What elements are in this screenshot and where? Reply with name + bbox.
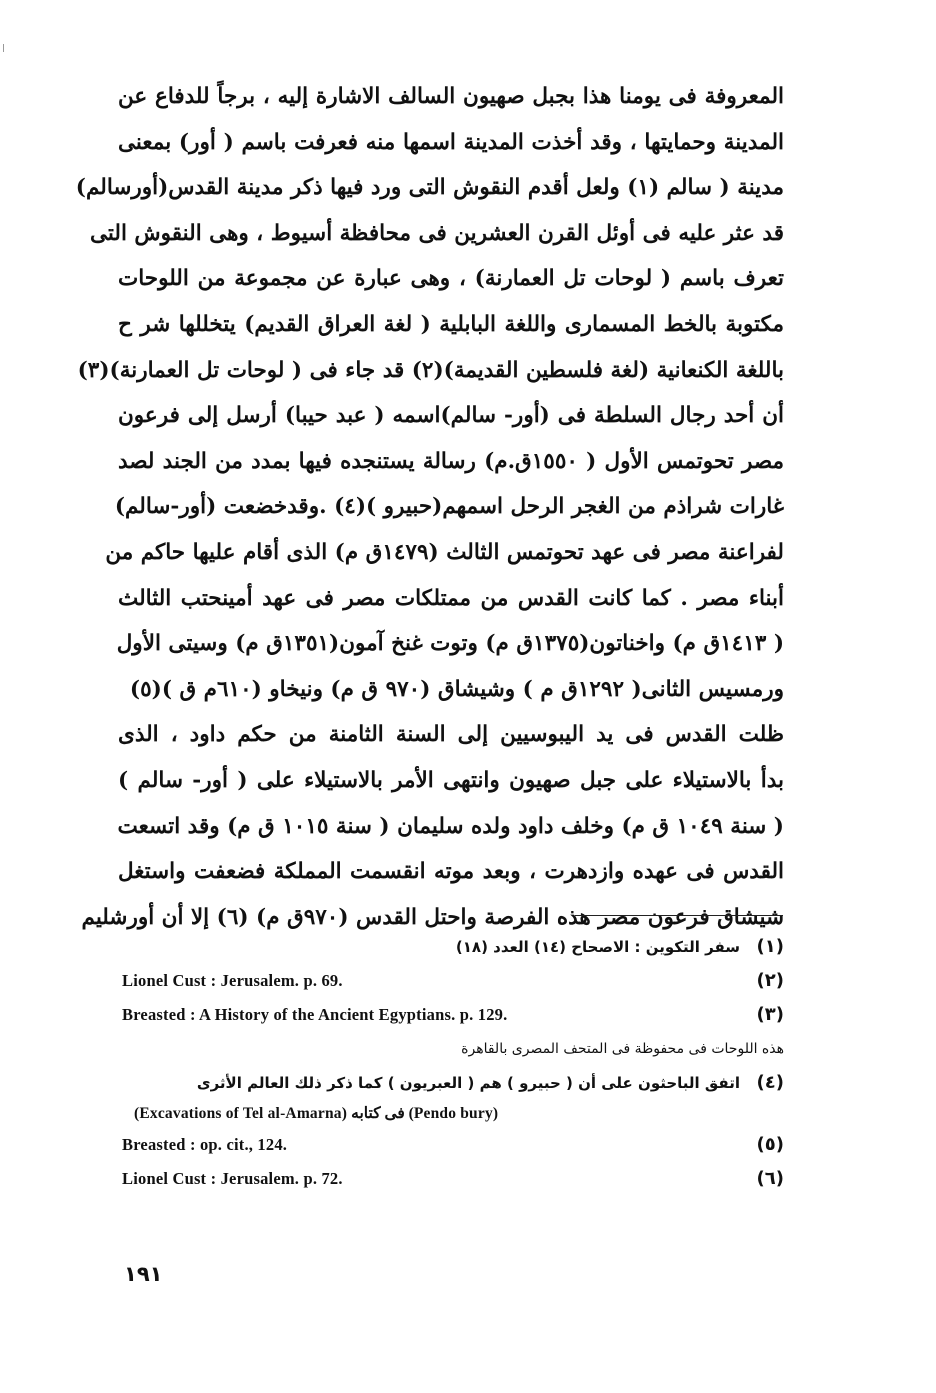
footnotes — [118, 930, 784, 1196]
footnote-text: هذه اللوحات فى محفوظة فى المتحف المصرى بالقاهرة — [461, 1041, 784, 1057]
footnote-4-continuation — [118, 1100, 784, 1128]
footnote-2 — [118, 964, 784, 998]
text-line: بدأ بالاستيلاء على جبل صهيون وانتهى الأمر بالاستيلاء على ( أور- سالم ) — [118, 767, 784, 793]
text-line: أبناء مصر . كما كانت القدس من ممتلكات مصر فى عهد أمينحتب الثالث — [118, 585, 784, 611]
footnote-text: Lionel Cust : Jerusalem. p. 72. — [122, 1169, 343, 1188]
text-line: قد عثر عليه فى أوئل القرن العشرين فى محافظة أسيوط ، وهى النقوش التى — [90, 220, 784, 246]
text-line: ظلت القدس فى يد اليبوسيين إلى السنة الثامنة من حكم داود ، الذى — [118, 722, 784, 748]
text-line: تعرف باسم ( لوحات تل العمارنة) ، وهى عبارة عن مجموعة من اللوحات — [118, 266, 784, 292]
text-line: مكتوبة بالخط المسمارى واللغة البابلية ( لغة العراق القديم) يتخللها شر ح — [118, 311, 784, 337]
footnote-4 — [118, 1066, 784, 1100]
footnote-1 — [118, 930, 784, 964]
footnote-text: Breasted : op. cit., 124. — [122, 1135, 288, 1154]
footnote-text: Lionel Cust : Jerusalem. p. 69. — [122, 971, 343, 990]
text-line: شيشاق فرعون مصر هذه الفرصة واحتل القدس (٩٧٠ق م) (٦) إلا أن أورشليم — [81, 904, 784, 930]
footnote-6 — [118, 1162, 784, 1196]
footnote-number: (٤) — [756, 1072, 784, 1093]
footnote-number: (٢) — [756, 970, 784, 991]
text-line: أن أحد رجال السلطة فى (أور- سالم)اسمه ( عبد حيبا) أرسل إلى فرعون — [118, 403, 784, 429]
text-line: المدينة وحمايتها ، وقد أخذت المدينة اسمها منه فعرفت باسم ( أور) بمعنى — [118, 129, 784, 155]
body-text — [75, 74, 784, 940]
text-line: غارات شراذم من الغجر الرحل اسمهم(حبيرو )(٤) .وقدخضعت (أور-سالم) — [114, 494, 784, 520]
footnote-3-continuation — [118, 1032, 784, 1066]
footnote-number: (٦) — [756, 1168, 784, 1189]
text-line: باللغة الكنعانية (لغة فلسطين القديمة)(٢) قد جاء فى ( لوحات تل العمارنة)(٣) — [77, 357, 784, 383]
text-line: ورمسيس الثانى( ١٢٩٢ق م ) وشيشاق (٩٧٠ ق م) ونيخاو (٦١٠م ق )(٥) — [129, 676, 784, 702]
text-line: مصر تحوتمس الأول ( ١٥٥٠ق.م) رسالة يستنجده فيها بمدد من الجند لصد — [118, 448, 784, 474]
footnote-number: (١) — [756, 936, 784, 957]
text-line: ( سنة ١٠٤٩ ق م) وخلف داود ولده سليمان ( سنة ١٠١٥ ق م) وقد اتسعت — [117, 813, 784, 839]
text-line: القدس فى عهده وازدهرت ، وبعد موته انقسمت المملكة فضعفت واستغل — [118, 859, 784, 885]
text-line: لفراعنة مصر فى عهد تحوتمس الثالث (١٤٧٩ق م) الذى أقام عليها حاكم من — [105, 539, 784, 565]
footnote-text: سفر التكوين : الاصحاح (١٤) العدد (١٨) — [455, 938, 740, 956]
scan-edge-mark — [3, 44, 4, 52]
footnote-text: Breasted : A History of the Ancient Egyptians. p. 129. — [122, 1005, 508, 1024]
text-line: مدينة ( سالم (١) ولعل أقدم النقوش التى ورد فيها ذكر مدينة القدس(أورسالم) — [75, 175, 784, 201]
text-line: المعروفة فى يومنا هذا بجبل صهيون السالف الاشارة إليه ، برجاً للدفاع عن — [118, 84, 784, 109]
footnote-3 — [118, 998, 784, 1032]
footnote-5 — [118, 1128, 784, 1162]
footnote-number: (٣) — [756, 1004, 784, 1025]
page-number: ١٩١ — [124, 1262, 163, 1286]
footnote-number: (٥) — [756, 1134, 784, 1155]
footnote-text: اتفق الباحثون على أن ( حبيرو ) هم ( العبريون ) كما ذكر ذلك العالم الأثرى — [196, 1074, 740, 1092]
footnote-text: (Excavations of Tel al-Amarna) فى كتابه (Pendo bury) — [134, 1105, 499, 1122]
footnote-separator — [575, 915, 783, 916]
text-line: ( ١٤١٣ق م) واخناتون(١٣٧٥ق م) وتوت غنخ آمون(١٣٥١ق م) وسيتى الأول — [116, 631, 784, 657]
